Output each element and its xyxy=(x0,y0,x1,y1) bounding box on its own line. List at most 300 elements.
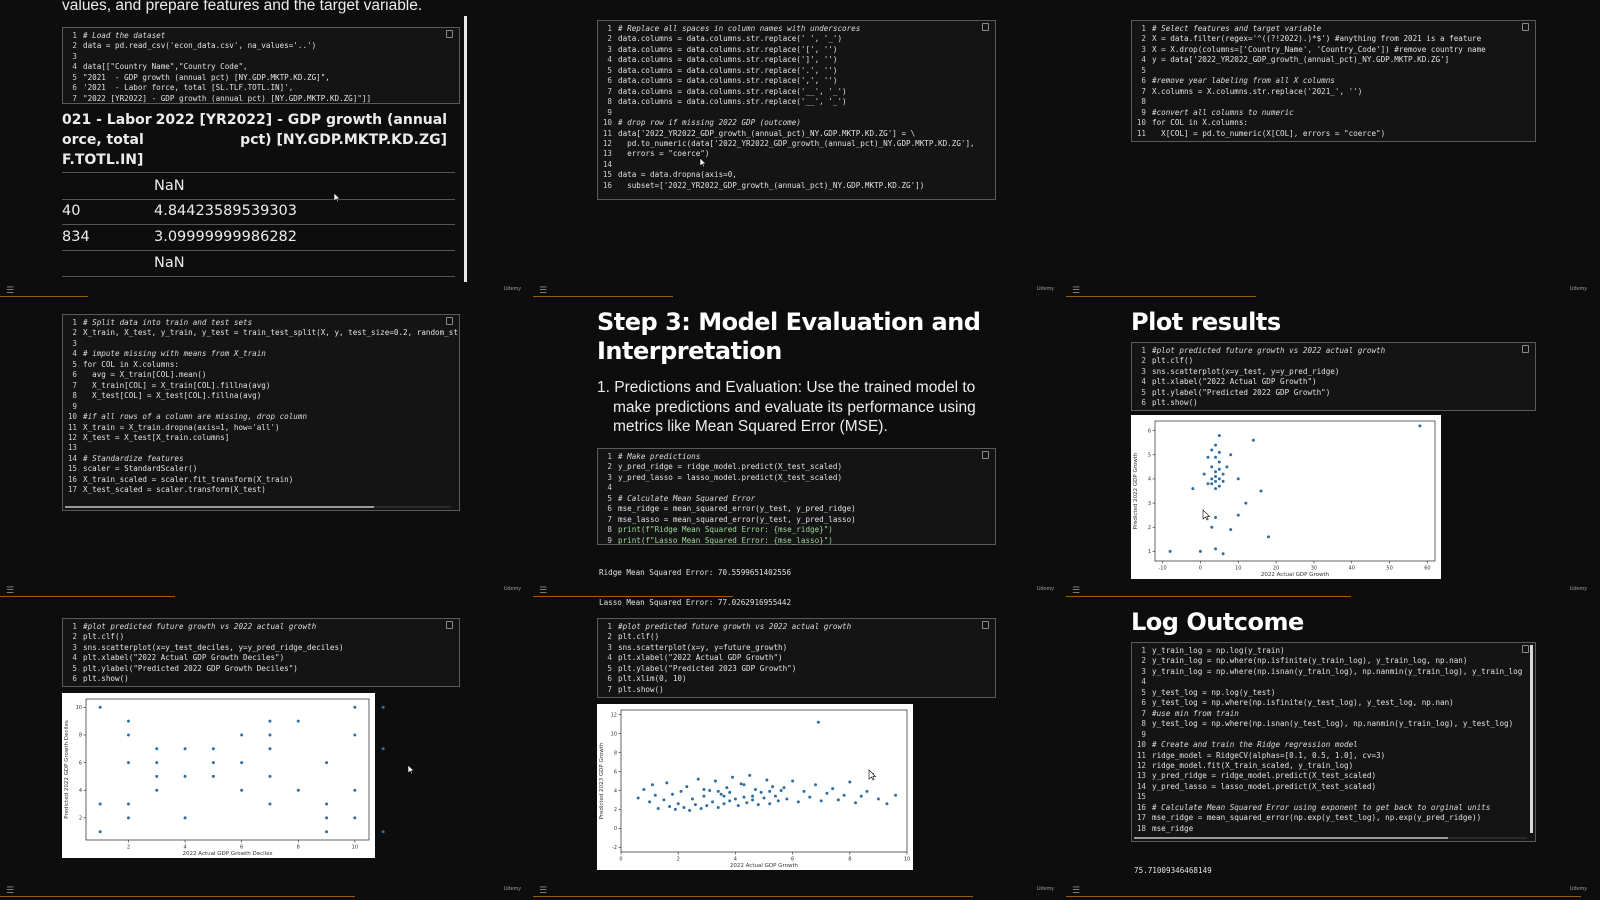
table-scrollbar[interactable] xyxy=(464,16,467,282)
line-number: 1 xyxy=(607,24,612,33)
udemy-logo: Udemy xyxy=(1036,886,1054,892)
line-number: 12 xyxy=(602,138,612,148)
code-line xyxy=(65,349,457,359)
code-text: scaler = StandardScaler() xyxy=(83,464,198,474)
scatter-point xyxy=(1210,477,1213,480)
y-tick-label: 6 xyxy=(613,769,617,776)
code-text: sns.scatterplot(x=y_test, y=y_pred_ridge) xyxy=(1152,366,1340,376)
line-number: 9 xyxy=(607,535,612,545)
code-text: y_pred_ridge = ridge_model.predict(X_test_scaled) xyxy=(1152,771,1377,781)
code-block-deciles xyxy=(62,618,460,687)
code-line xyxy=(1134,24,1533,34)
copy-icon[interactable] xyxy=(982,451,989,459)
y-tick-label: 4 xyxy=(78,788,82,795)
table-row: NaN xyxy=(62,250,455,277)
code-line xyxy=(1134,719,1533,729)
scatter-point xyxy=(268,733,271,736)
scatter-point xyxy=(682,806,685,809)
code-line xyxy=(65,402,457,412)
scatter-point xyxy=(777,799,780,802)
code-line xyxy=(600,685,993,695)
progress-bar xyxy=(1066,296,1256,297)
table-row: 40 4.84423589539303 xyxy=(62,198,455,225)
scatter-point xyxy=(763,797,766,800)
scatter-point xyxy=(127,733,130,736)
menu-icon[interactable]: ☰ xyxy=(6,886,15,896)
code-line xyxy=(65,464,457,474)
line-number: 2 xyxy=(72,632,77,642)
code-text: ridge_model = RidgeCV(alphas=[0.1, 0.5, 1.0], cv=3) xyxy=(1152,750,1386,760)
code-line xyxy=(600,504,993,514)
scatter-point xyxy=(865,790,868,793)
scatter-point xyxy=(831,787,834,790)
line-number: 5 xyxy=(72,663,77,673)
code-text: X_train = X_train.dropna(axis=1, how='all') xyxy=(83,422,280,432)
code-line xyxy=(600,97,993,107)
scatter-point xyxy=(212,775,215,778)
line-number: 13 xyxy=(67,443,77,453)
code-text: #use min from train xyxy=(1152,708,1239,718)
line-number: 3 xyxy=(1141,666,1146,676)
scatter-plot-future-svg xyxy=(597,704,913,870)
scatter-plot-future xyxy=(597,704,913,870)
code-text: y = data['2022_YR2022_GDP_growth_(annual_pct)_NY.GDP.MKTP.KD.ZG'] xyxy=(1152,55,1450,65)
line-number: 8 xyxy=(72,391,77,401)
code-line xyxy=(1134,698,1533,708)
code-text: # Select features and target variable xyxy=(1152,24,1322,33)
scatter-point xyxy=(757,803,760,806)
x-axis-label: 2022 Actual GDP Growth Deciles xyxy=(182,851,273,857)
line-number: 6 xyxy=(72,674,77,684)
line-number: 2 xyxy=(72,41,77,51)
code-text: # Calculate Mean Squared Error using exponent to get back to orginal units xyxy=(1152,802,1491,812)
line-number: 1 xyxy=(72,318,77,327)
code-block-plot xyxy=(1131,342,1536,411)
line-number: 10 xyxy=(67,412,77,422)
code-text: plt.clf() xyxy=(83,632,125,642)
code-line xyxy=(1134,388,1533,398)
code-text: plt.xlim(0, 10) xyxy=(618,674,687,684)
code-line xyxy=(1134,709,1533,719)
menu-icon[interactable]: ☰ xyxy=(1072,286,1081,296)
line-number: 4 xyxy=(72,62,77,72)
line-number: 15 xyxy=(1136,792,1146,802)
scatter-point xyxy=(212,761,215,764)
scatter-point xyxy=(155,761,158,764)
scatter-point xyxy=(325,830,328,833)
code-line xyxy=(600,483,993,493)
code-line xyxy=(1134,34,1533,44)
scatter-point xyxy=(651,783,654,786)
udemy-logo: Udemy xyxy=(503,286,521,292)
code-text: sns.scatterplot(x=y, y=future_growth) xyxy=(618,642,788,652)
line-number: 5 xyxy=(607,65,612,75)
udemy-logo: Udemy xyxy=(1036,286,1054,292)
scatter-point xyxy=(1214,516,1217,519)
code-line xyxy=(1134,129,1533,139)
code-line xyxy=(1134,108,1533,118)
code-text: y_test_log = np.log(y_test) xyxy=(1152,687,1276,697)
line-number: 1 xyxy=(607,622,612,631)
y-tick-label: 4 xyxy=(613,788,617,795)
table-row: NaN xyxy=(62,172,455,200)
scatter-point xyxy=(297,720,300,723)
line-number: 2 xyxy=(607,632,612,642)
scatter-point xyxy=(731,776,734,779)
code-block-clean xyxy=(597,20,996,200)
line-number: 7 xyxy=(1141,708,1146,718)
mouse-cursor-icon xyxy=(334,193,342,203)
x-tick-label: 0 xyxy=(1198,565,1202,572)
code-text: # drop row if missing 2022 GDP (outcome) xyxy=(618,118,801,128)
code-text: # Create and train the Ridge regression model xyxy=(1152,740,1358,750)
code-text: data = pd.read_csv('econ_data.csv', na_values='..') xyxy=(83,41,317,51)
y-tick-label: 2 xyxy=(78,815,82,822)
line-number: 17 xyxy=(1136,813,1146,823)
y-tick-label: 12 xyxy=(610,712,617,719)
scatter-point xyxy=(1252,439,1255,442)
scatter-point xyxy=(885,802,888,805)
code-line xyxy=(65,328,457,338)
menu-icon[interactable]: ☰ xyxy=(539,586,548,596)
udemy-logo: Udemy xyxy=(503,886,521,892)
code-line xyxy=(65,622,457,632)
code-line xyxy=(1134,66,1533,76)
scatter-point xyxy=(717,790,720,793)
scatter-point xyxy=(240,761,243,764)
y-tick-label: 8 xyxy=(78,732,82,739)
table-header-col2: 2022 [YR2022] - GDP growth (annual pct) [NY.GDP.MKTP.KD.ZG] xyxy=(155,112,447,148)
horizontal-scrollbar[interactable] xyxy=(65,506,451,508)
line-number: 15 xyxy=(602,170,612,180)
code-text: print(f"Lasso Mean Squared Error: {mse_lasso}") xyxy=(618,535,833,545)
code-line xyxy=(600,653,993,663)
mouse-cursor-icon xyxy=(700,158,708,168)
line-number: 2 xyxy=(607,34,612,44)
line-number: 4 xyxy=(607,483,612,493)
line-number: 6 xyxy=(1141,76,1146,86)
scatter-point xyxy=(325,816,328,819)
scatter-point xyxy=(751,795,754,798)
code-text: pd.to_numeric(data['2022_YR2022_GDP_growth_(annual_pct)_NY.GDP.MKTP.KD.ZG'], xyxy=(618,138,975,148)
code-line xyxy=(1134,782,1533,792)
copy-icon[interactable] xyxy=(982,621,989,629)
cell-clean-columns xyxy=(533,0,1066,300)
scatter-point xyxy=(768,790,771,793)
code-line xyxy=(600,139,993,149)
code-line xyxy=(600,664,993,674)
scatter-point xyxy=(737,804,740,807)
code-line xyxy=(1134,761,1533,771)
line-number: 6 xyxy=(607,504,612,514)
scatter-point xyxy=(1203,473,1206,476)
scatter-point xyxy=(1206,456,1209,459)
scatter-point xyxy=(791,780,794,783)
code-line xyxy=(600,515,993,525)
code-line xyxy=(600,24,993,34)
scatter-point xyxy=(353,789,356,792)
code-text: y_train_log = np.where(np.isnan(y_train_log), np.nanmin(y_train_log), y_train_log xyxy=(1152,666,1523,676)
slide-footer xyxy=(533,286,1066,300)
slide-heading: Plot results xyxy=(1131,308,1281,336)
code-text: X_train_scaled = scaler.fit_transform(X_train) xyxy=(83,474,294,484)
scatter-point xyxy=(1218,451,1221,454)
scatter-point xyxy=(1237,514,1240,517)
scatter-point xyxy=(760,791,763,794)
code-text: y_pred_lasso = lasso_model.predict(X_test_scaled) xyxy=(618,472,843,482)
slide-heading: Log Outcome xyxy=(1131,608,1304,636)
code-line xyxy=(65,381,457,391)
line-number: 6 xyxy=(72,370,77,380)
code-line xyxy=(1134,45,1533,55)
code-line xyxy=(1134,97,1533,107)
x-tick-label: 8 xyxy=(848,856,852,863)
code-text: for COL in X.columns: xyxy=(83,359,180,369)
scatter-point xyxy=(765,779,768,782)
line-number: 11 xyxy=(67,422,77,432)
cell-data-load xyxy=(0,0,533,300)
line-number: 9 xyxy=(72,401,77,411)
line-number: 1 xyxy=(72,31,77,40)
y-tick-label: 4 xyxy=(1147,476,1151,483)
code-text: #convert all columns to numeric xyxy=(1152,107,1294,117)
code-line xyxy=(65,83,457,93)
dataframe-table xyxy=(62,108,455,280)
line-number: 6 xyxy=(72,83,77,93)
code-text: y_train_log = np.log(y_train) xyxy=(1152,646,1285,655)
code-line xyxy=(600,45,993,55)
y-axis-label: Predicted 2022 GDP Growth xyxy=(1133,452,1139,530)
scatter-point xyxy=(705,804,708,807)
line-number: 2 xyxy=(607,462,612,472)
code-line xyxy=(600,536,993,546)
y-tick-label: 8 xyxy=(613,750,617,757)
y-tick-label: 10 xyxy=(610,731,617,738)
code-line xyxy=(600,462,993,472)
scatter-point xyxy=(1214,470,1217,473)
code-text: data[["Country Name","Country Code", xyxy=(83,62,248,72)
code-line xyxy=(1134,356,1533,366)
code-line xyxy=(65,412,457,422)
code-line xyxy=(1134,398,1533,408)
line-number: 16 xyxy=(602,180,612,190)
scatter-point xyxy=(268,720,271,723)
line-number: 2 xyxy=(1141,656,1146,666)
line-number: 10 xyxy=(602,118,612,128)
scatter-point xyxy=(797,800,800,803)
cell-split-impute xyxy=(0,300,533,600)
code-line xyxy=(1134,646,1533,656)
code-text: plt.ylabel("Predicted 2022 GDP Growth") xyxy=(1152,387,1331,397)
scatter-point xyxy=(155,789,158,792)
scatter-point xyxy=(127,803,130,806)
line-number: 8 xyxy=(607,525,612,535)
code-text: mse_ridge xyxy=(1152,823,1194,833)
code-line xyxy=(600,149,993,159)
mse-log-output: 75.71009346468149 xyxy=(1134,866,1212,875)
slide-heading: Step 3: Model Evaluation and Interpretation xyxy=(597,308,981,365)
code-line xyxy=(1134,688,1533,698)
code-text: mse_ridge = mean_squared_error(y_test, y_pred_ridge) xyxy=(618,504,856,514)
code-line xyxy=(65,94,457,104)
scatter-point xyxy=(780,789,783,792)
code-line xyxy=(65,475,457,485)
code-line xyxy=(1134,346,1533,356)
x-tick-label: 10 xyxy=(1235,565,1242,572)
scatter-point xyxy=(748,774,751,777)
scatter-point xyxy=(1237,477,1240,480)
x-tick-label: 20 xyxy=(1272,565,1280,572)
scatter-point xyxy=(1214,475,1217,478)
scatter-point xyxy=(702,795,705,798)
menu-icon[interactable]: ☰ xyxy=(1072,886,1081,896)
code-line xyxy=(1134,667,1533,677)
scatter-point xyxy=(1214,480,1217,483)
copy-icon[interactable] xyxy=(446,317,453,325)
plot-frame xyxy=(621,710,907,852)
x-tick-label: -10 xyxy=(1158,565,1167,572)
code-line xyxy=(65,52,457,62)
line-number: 5 xyxy=(607,493,612,503)
line-number: 8 xyxy=(1141,97,1146,107)
copy-icon[interactable] xyxy=(1522,645,1529,653)
copy-icon[interactable] xyxy=(446,30,453,38)
code-line xyxy=(600,129,993,139)
line-number: 5 xyxy=(607,663,612,673)
scatter-point xyxy=(1210,448,1213,451)
code-text: data.columns = data.columns.str.replace('__', '_') xyxy=(618,86,847,96)
x-tick-label: 40 xyxy=(1348,565,1355,572)
horizontal-scrollbar[interactable] xyxy=(1134,837,1527,839)
code-text: # Replace all spaces in column names with underscores xyxy=(618,24,861,33)
copy-icon[interactable] xyxy=(1522,345,1529,353)
scatter-point xyxy=(1225,465,1228,468)
scatter-plot-deciles-svg xyxy=(62,693,375,858)
code-text: ridge_model.fit(X_train_scaled, y_train_log) xyxy=(1152,760,1354,770)
y-tick-label: 6 xyxy=(78,760,82,767)
scatter-point xyxy=(642,788,645,791)
scatter-point xyxy=(99,830,102,833)
code-line xyxy=(1134,367,1533,377)
line-number: 1 xyxy=(1141,24,1146,33)
x-tick-label: 0 xyxy=(619,856,623,863)
code-line xyxy=(600,181,993,191)
scatter-point xyxy=(771,785,774,788)
scatter-point xyxy=(837,798,840,801)
scatter-point xyxy=(722,795,725,798)
scatter-point xyxy=(1218,468,1221,471)
code-text: plt.xlabel("2022 Actual GDP Growth") xyxy=(1152,377,1317,387)
menu-icon[interactable]: ☰ xyxy=(6,586,15,596)
code-line xyxy=(65,318,457,328)
x-tick-label: 2 xyxy=(126,844,131,851)
code-block-future xyxy=(597,618,996,698)
code-line xyxy=(600,66,993,76)
code-line xyxy=(65,31,457,41)
code-text: data['2022_YR2022_GDP_growth_(annual_pct)_NY.GDP.MKTP.KD.ZG'] = \ xyxy=(618,128,916,138)
scatter-point xyxy=(751,798,754,801)
scatter-point xyxy=(353,816,356,819)
scatter-point xyxy=(127,761,130,764)
scatter-point xyxy=(817,721,820,724)
scatter-point xyxy=(720,793,723,796)
line-number: 17 xyxy=(67,485,77,495)
copy-icon[interactable] xyxy=(982,23,989,31)
scatter-point xyxy=(657,807,660,810)
code-text: X_train[COL] = X_train[COL].fillna(avg) xyxy=(83,380,271,390)
copy-icon[interactable] xyxy=(1522,23,1529,31)
scatter-point xyxy=(754,788,757,791)
line-number: 4 xyxy=(72,653,77,663)
line-number: 5 xyxy=(1141,65,1146,75)
line-number: 16 xyxy=(67,474,77,484)
code-line xyxy=(1134,771,1533,781)
x-tick-label: 4 xyxy=(733,856,737,863)
menu-icon[interactable]: ☰ xyxy=(539,286,548,296)
progress-bar xyxy=(0,896,355,897)
code-line xyxy=(1134,55,1533,65)
code-text: "2021 - GDP growth (annual pct) [NY.GDP.MKTP.KD.ZG]", xyxy=(83,72,330,82)
code-text: #plot predicted future growth vs 2022 actual growth xyxy=(1152,346,1386,355)
menu-icon[interactable]: ☰ xyxy=(6,286,15,296)
scatter-point xyxy=(702,788,705,791)
slide-footer xyxy=(0,286,533,300)
y-tick-label: 2 xyxy=(1147,525,1151,532)
line-number: 7 xyxy=(72,93,77,103)
scatter-point xyxy=(1210,526,1213,529)
x-axis-label: 2022 Actual GDP Growth xyxy=(1260,572,1330,578)
line-number: 10 xyxy=(1136,118,1146,128)
code-line xyxy=(600,108,993,118)
x-tick-label: 6 xyxy=(240,844,244,851)
code-line xyxy=(65,674,457,684)
code-text: for COL in X.columns: xyxy=(1152,118,1249,128)
line-number: 5 xyxy=(1141,687,1146,697)
scatter-point xyxy=(127,816,130,819)
line-number: 8 xyxy=(607,97,612,107)
scatter-point xyxy=(1210,482,1213,485)
x-tick-label: 6 xyxy=(791,856,795,863)
line-number: 6 xyxy=(1141,398,1146,408)
code-line xyxy=(600,452,993,462)
y-tick-label: 3 xyxy=(1147,500,1151,507)
code-line xyxy=(1134,751,1533,761)
scatter-point xyxy=(1191,487,1194,490)
line-number: 9 xyxy=(607,107,612,117)
code-line xyxy=(65,433,457,443)
scatter-point xyxy=(825,792,828,795)
copy-icon[interactable] xyxy=(446,621,453,629)
code-line xyxy=(600,632,993,642)
cell-plot-results xyxy=(1066,300,1599,600)
scatter-point xyxy=(1259,490,1262,493)
line-number: 13 xyxy=(602,149,612,159)
line-number: 3 xyxy=(1141,366,1146,376)
scatter-point xyxy=(155,775,158,778)
code-line xyxy=(1134,76,1533,86)
line-number: 6 xyxy=(607,674,612,684)
code-text: plt.show() xyxy=(1152,398,1198,408)
code-block-split xyxy=(62,314,460,511)
mse-output: Ridge Mean Squared Error: 70.5599651402556 Lasso Mean Squared Error: 77.0262916955442 xyxy=(599,568,792,607)
line-number: 11 xyxy=(1136,750,1146,760)
scatter-point xyxy=(1210,465,1213,468)
cell-log-outcome xyxy=(1066,600,1599,900)
scatter-point xyxy=(785,797,788,800)
menu-icon[interactable]: ☰ xyxy=(1072,586,1081,596)
menu-icon[interactable]: ☰ xyxy=(539,886,548,896)
vertical-scrollbar[interactable] xyxy=(1530,645,1533,833)
